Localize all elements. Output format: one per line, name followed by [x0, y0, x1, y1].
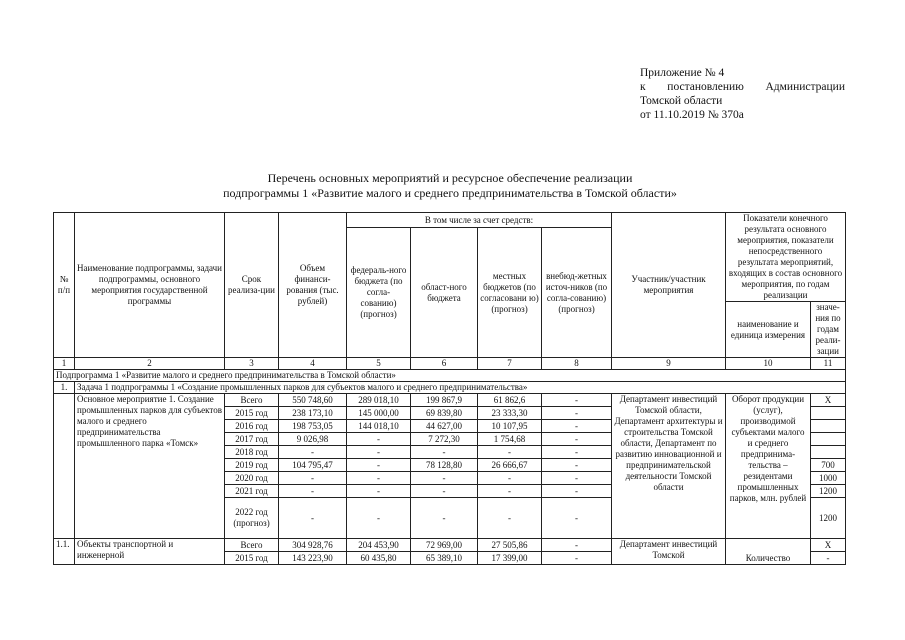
header-volume: Объем финанси-рования (тыс. рублей) — [279, 213, 347, 358]
cell-regional: - — [411, 485, 478, 498]
subprogram-row: Подпрограмма 1 «Развитие малого и среднего предпринимательства в Томской области» — [54, 370, 846, 382]
cell-term: 2016 год — [225, 420, 279, 433]
cell-local: 17 399,00 — [478, 552, 542, 565]
cell-value — [811, 407, 846, 420]
cell-local: 27 505,86 — [478, 539, 542, 552]
appendix-line2-c: Администрации — [765, 81, 845, 93]
cell-volume: 143 223,90 — [279, 552, 347, 565]
cell-regional: 7 272,30 — [411, 433, 478, 446]
header-indicator-name: наименование и единица измерения — [726, 302, 811, 358]
cell-federal: 60 435,80 — [347, 552, 411, 565]
cell-federal: - — [347, 459, 411, 472]
col-number: 10 — [726, 358, 811, 370]
header-extra: внебюд-жетных источ-ников (по согла-сованию) (прогноз) — [542, 228, 612, 358]
cell-term: 2015 год — [225, 407, 279, 420]
cell-federal: - — [347, 446, 411, 459]
events-table — [53, 212, 846, 565]
appendix-block — [640, 66, 845, 122]
title-line1: Перечень основных мероприятий и ресурсное обеспечение реализации — [267, 171, 633, 185]
header-local: местных бюджетов (по согласовани ю) (прогноз) — [478, 228, 542, 358]
title-line2: подпрограммы 1 «Развитие малого и среднего предпринимательства в Томской области» — [223, 186, 677, 200]
cell-federal: - — [347, 485, 411, 498]
cell-local: 26 666,67 — [478, 459, 542, 472]
cell-extra: - — [542, 420, 612, 433]
appendix-line1: Приложение № 4 — [640, 67, 725, 79]
col-number: 1 — [54, 358, 75, 370]
cell-value: - — [811, 552, 846, 565]
cell-regional: 44 627,00 — [411, 420, 478, 433]
cell-extra: - — [542, 472, 612, 485]
cell-federal: - — [347, 498, 411, 539]
col-number: 7 — [478, 358, 542, 370]
column-numbers-row — [54, 358, 846, 370]
cell-term: 2019 год — [225, 459, 279, 472]
cell-regional: - — [411, 498, 478, 539]
cell-local: 10 107,95 — [478, 420, 542, 433]
cell-volume: 238 173,10 — [279, 407, 347, 420]
event-1-1-indicator: Количество — [726, 539, 811, 565]
task-text: Задача 1 подпрограммы 1 «Создание промышленных парков для субъектов малого и среднего предпринимательства» — [75, 382, 846, 394]
cell-value: 1000 — [811, 472, 846, 485]
cell-value: 700 — [811, 459, 846, 472]
cell-regional: - — [411, 472, 478, 485]
cell-value: X — [811, 539, 846, 552]
header-federal: федераль-ного бюджета (по согла-сованию) (прогноз) — [347, 228, 411, 358]
cell-value — [811, 446, 846, 459]
cell-value — [811, 420, 846, 433]
cell-value: 1200 — [811, 485, 846, 498]
main-event-indicator: Оборот продукции (услуг), производимой субъектами малого и среднего предпринима-тельства – резидентами промышленных парков, млн. рублей — [726, 394, 811, 539]
appendix-line2-b: постановлению — [667, 81, 744, 93]
cell-term: 2018 год — [225, 446, 279, 459]
cell-local: 1 754,68 — [478, 433, 542, 446]
cell-volume: 9 026,98 — [279, 433, 347, 446]
table-row — [54, 539, 846, 552]
task-num: 1. — [54, 382, 75, 394]
header-name: Наименование подпрограммы, задачи подпрограммы, основного мероприятия государственной программы — [75, 213, 225, 358]
cell-value: X — [811, 394, 846, 407]
cell-regional: 72 969,00 — [411, 539, 478, 552]
cell-term: 2017 год — [225, 433, 279, 446]
cell-local: - — [478, 472, 542, 485]
cell-regional: - — [411, 446, 478, 459]
cell-local: - — [478, 498, 542, 539]
event-1-1-num: 1.1. — [54, 539, 75, 565]
cell-federal: 204 453,90 — [347, 539, 411, 552]
header-participant: Участник/участник мероприятия — [612, 213, 726, 358]
cell-local: - — [478, 485, 542, 498]
col-number: 6 — [411, 358, 478, 370]
col-number: 11 — [811, 358, 846, 370]
table-row — [54, 394, 846, 407]
document-title — [100, 171, 800, 201]
cell-volume: - — [279, 485, 347, 498]
cell-value: 1200 — [811, 498, 846, 539]
cell-federal: - — [347, 472, 411, 485]
col-number: 8 — [542, 358, 612, 370]
event-1-1-participant: Департамент инвестиций Томской — [612, 539, 726, 565]
cell-extra: - — [542, 433, 612, 446]
cell-term: Всего — [225, 539, 279, 552]
col-number: 3 — [225, 358, 279, 370]
main-event-participant: Департамент инвестиций Томской области, Департамент архитектуры и строительства Томской области, Департамент по развитию инновационной и предпринимательской деятельности Томской области — [612, 394, 726, 539]
cell-volume: 104 795,47 — [279, 459, 347, 472]
cell-value — [811, 433, 846, 446]
header-indicator-values: значе-ния по годам реали-зации — [811, 302, 846, 358]
cell-extra: - — [542, 446, 612, 459]
appendix-line3: Томской области — [640, 95, 723, 107]
header-including: В том числе за счет средств: — [347, 213, 612, 228]
header-num: № п/п — [54, 213, 75, 358]
header-term: Срок реализа-ции — [225, 213, 279, 358]
cell-extra: - — [542, 539, 612, 552]
cell-volume: - — [279, 498, 347, 539]
cell-term: Всего — [225, 394, 279, 407]
appendix-line4: от 11.10.2019 № 370а — [640, 109, 744, 121]
cell-regional: 65 389,10 — [411, 552, 478, 565]
cell-extra: - — [542, 407, 612, 420]
cell-extra: - — [542, 394, 612, 407]
cell-regional: 69 839,80 — [411, 407, 478, 420]
cell-regional: 199 867,9 — [411, 394, 478, 407]
col-number: 5 — [347, 358, 411, 370]
cell-term: 2022 год (прогноз) — [225, 498, 279, 539]
cell-local: 61 862,6 — [478, 394, 542, 407]
cell-term: 2020 год — [225, 472, 279, 485]
col-number: 2 — [75, 358, 225, 370]
col-number: 9 — [612, 358, 726, 370]
appendix-line2-a: к — [640, 81, 646, 93]
cell-volume: 550 748,60 — [279, 394, 347, 407]
appendix-line2 — [640, 80, 845, 94]
event-1-1-name: Объекты транспортной и инженерной — [75, 539, 225, 565]
cell-federal: 144 018,10 — [347, 420, 411, 433]
cell-federal: 145 000,00 — [347, 407, 411, 420]
cell-local: - — [478, 446, 542, 459]
cell-extra: - — [542, 552, 612, 565]
cell-regional: 78 128,80 — [411, 459, 478, 472]
cell-volume: - — [279, 446, 347, 459]
col-number: 4 — [279, 358, 347, 370]
cell-term: 2021 год — [225, 485, 279, 498]
cell-volume: - — [279, 472, 347, 485]
cell-federal: 289 018,10 — [347, 394, 411, 407]
main-event-name: Основное мероприятие 1. Создание промышленных парков для субъектов малого и среднего предпринимательства промышленного парка «Томск» — [75, 394, 225, 539]
cell-extra: - — [542, 459, 612, 472]
header-indicators: Показатели конечного результата основного мероприятия, показатели непосредственного результата мероприятий, входящих в состав основного мероприятия, по годам реализации — [726, 213, 846, 302]
header-regional: област-ного бюджета — [411, 228, 478, 358]
cell-extra: - — [542, 485, 612, 498]
cell-federal: - — [347, 433, 411, 446]
cell-volume: 198 753,05 — [279, 420, 347, 433]
cell-term: 2015 год — [225, 552, 279, 565]
cell-volume: 304 928,76 — [279, 539, 347, 552]
cell-extra: - — [542, 498, 612, 539]
cell-local: 23 333,30 — [478, 407, 542, 420]
